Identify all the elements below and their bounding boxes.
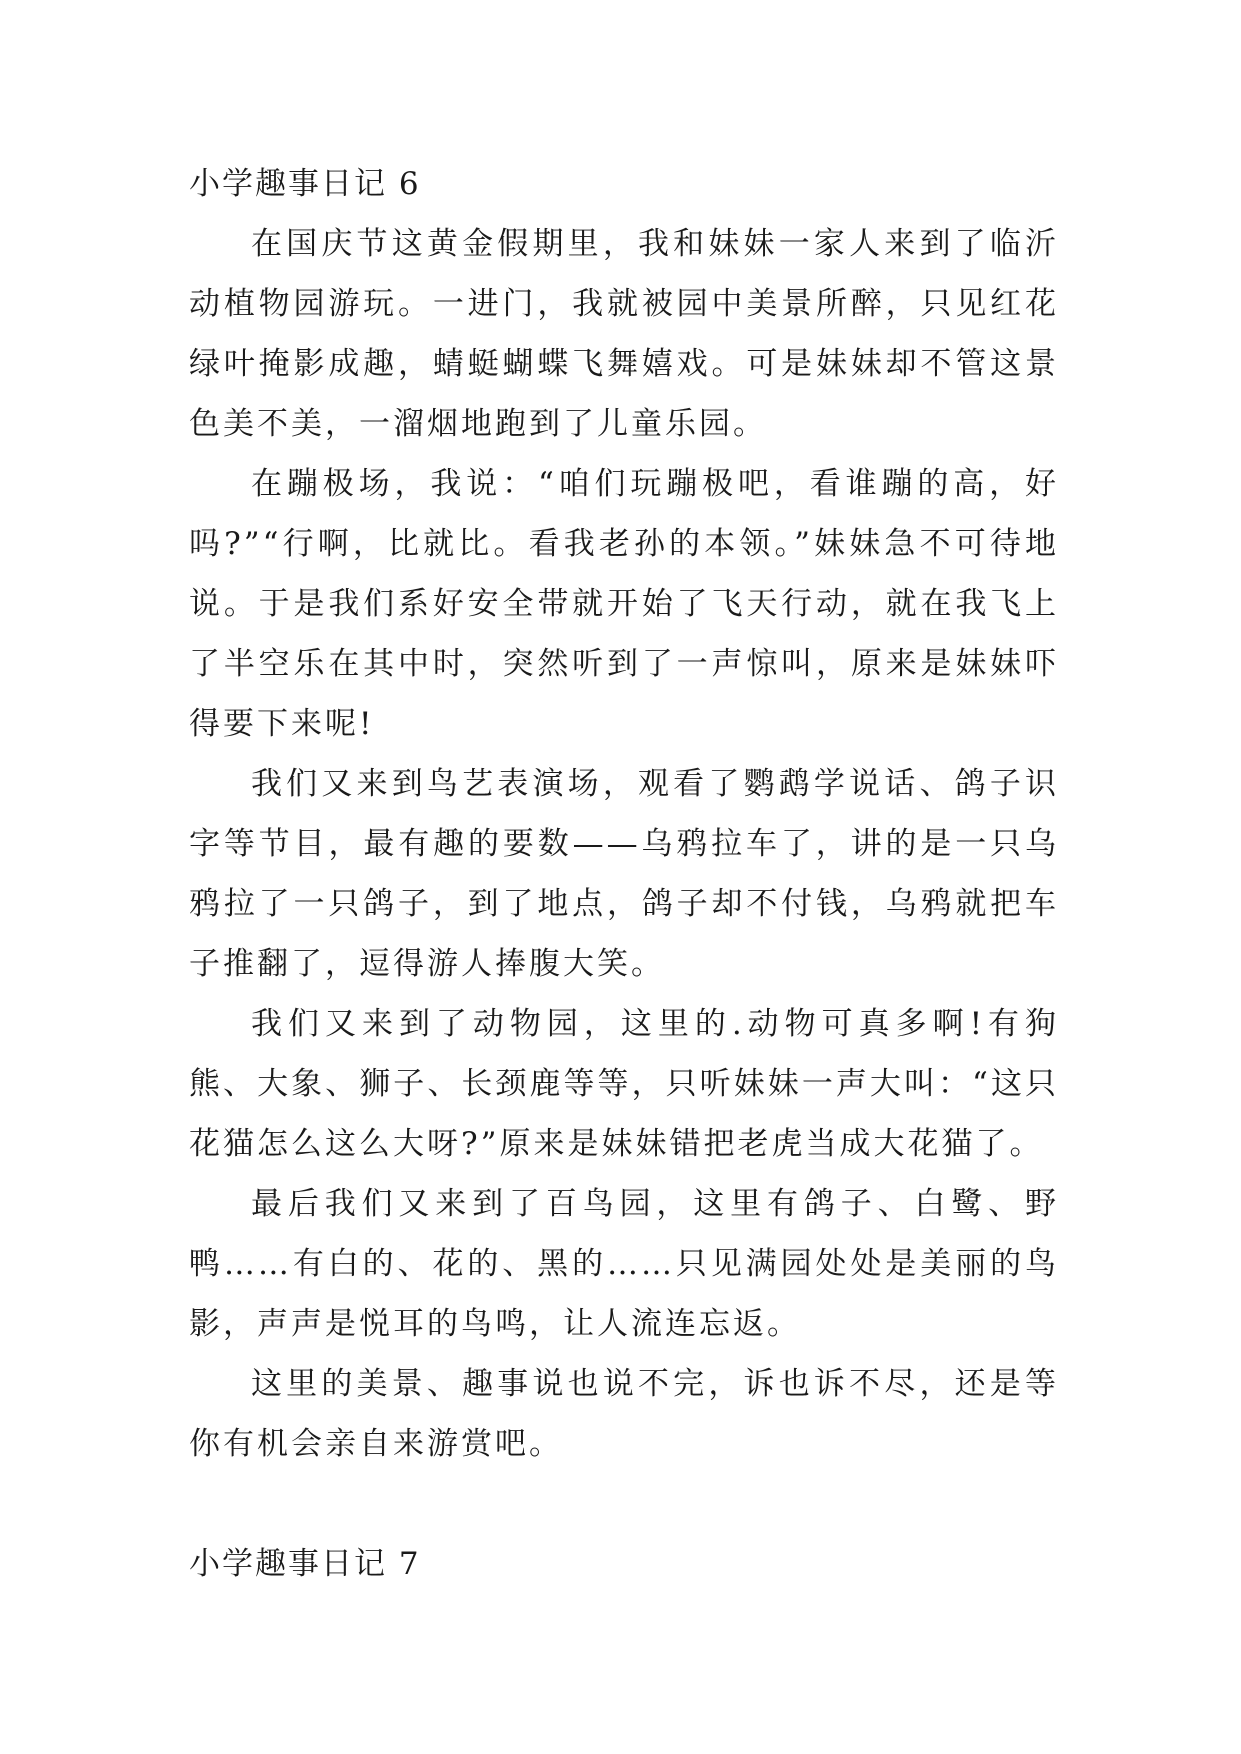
- paragraph: 在蹦极场，我说：“咱们玩蹦极吧，看谁蹦的高，好吗?”“行啊，比就比。看我老孙的本领。”妹妹急不可待地说。于是我们系好安全带就开始了飞天行动，就在我飞上了半空乐在其中时，突然听到了一声惊叫，原来是妹妹吓得要下来呢!: [189, 466, 1059, 742]
- entry-title: 小学趣事日记 6: [189, 166, 421, 202]
- paragraph: 我们又来到鸟艺表演场，观看了鹦鹉学说话、鸽子识字等节目，最有趣的要数——乌鸦拉车了，讲的是一只乌鸦拉了一只鸽子，到了地点，鸽子却不付钱，乌鸦就把车子推翻了，逗得游人捧腹大笑。: [189, 766, 1059, 982]
- paragraph: 在国庆节这黄金假期里，我和妹妹一家人来到了临沂动植物园游玩。一进门，我就被园中美景所醉，只见红花绿叶掩影成趣，蜻蜓蝴蝶飞舞嬉戏。可是妹妹却不管这景色美不美，一溜烟地跑到了儿童乐园。: [189, 226, 1059, 442]
- paragraph: 这里的美景、趣事说也说不完，诉也诉不尽，还是等你有机会亲自来游赏吧。: [189, 1366, 1059, 1462]
- paragraph: 最后我们又来到了百鸟园，这里有鸽子、白鹭、野鸭……有白的、花的、黑的……只见满园处处是美丽的鸟影，声声是悦耳的鸟鸣，让人流连忘返。: [189, 1186, 1059, 1342]
- section-gap: [189, 1474, 1059, 1534]
- document-body: [189, 154, 1059, 1594]
- entry-title: 小学趣事日记 7: [189, 1546, 421, 1582]
- paragraph: 我们又来到了动物园，这里的.动物可真多啊!有狗熊、大象、狮子、长颈鹿等等，只听妹妹一声大叫：“这只花猫怎么这么大呀?”原来是妹妹错把老虎当成大花猫了。: [189, 1006, 1059, 1162]
